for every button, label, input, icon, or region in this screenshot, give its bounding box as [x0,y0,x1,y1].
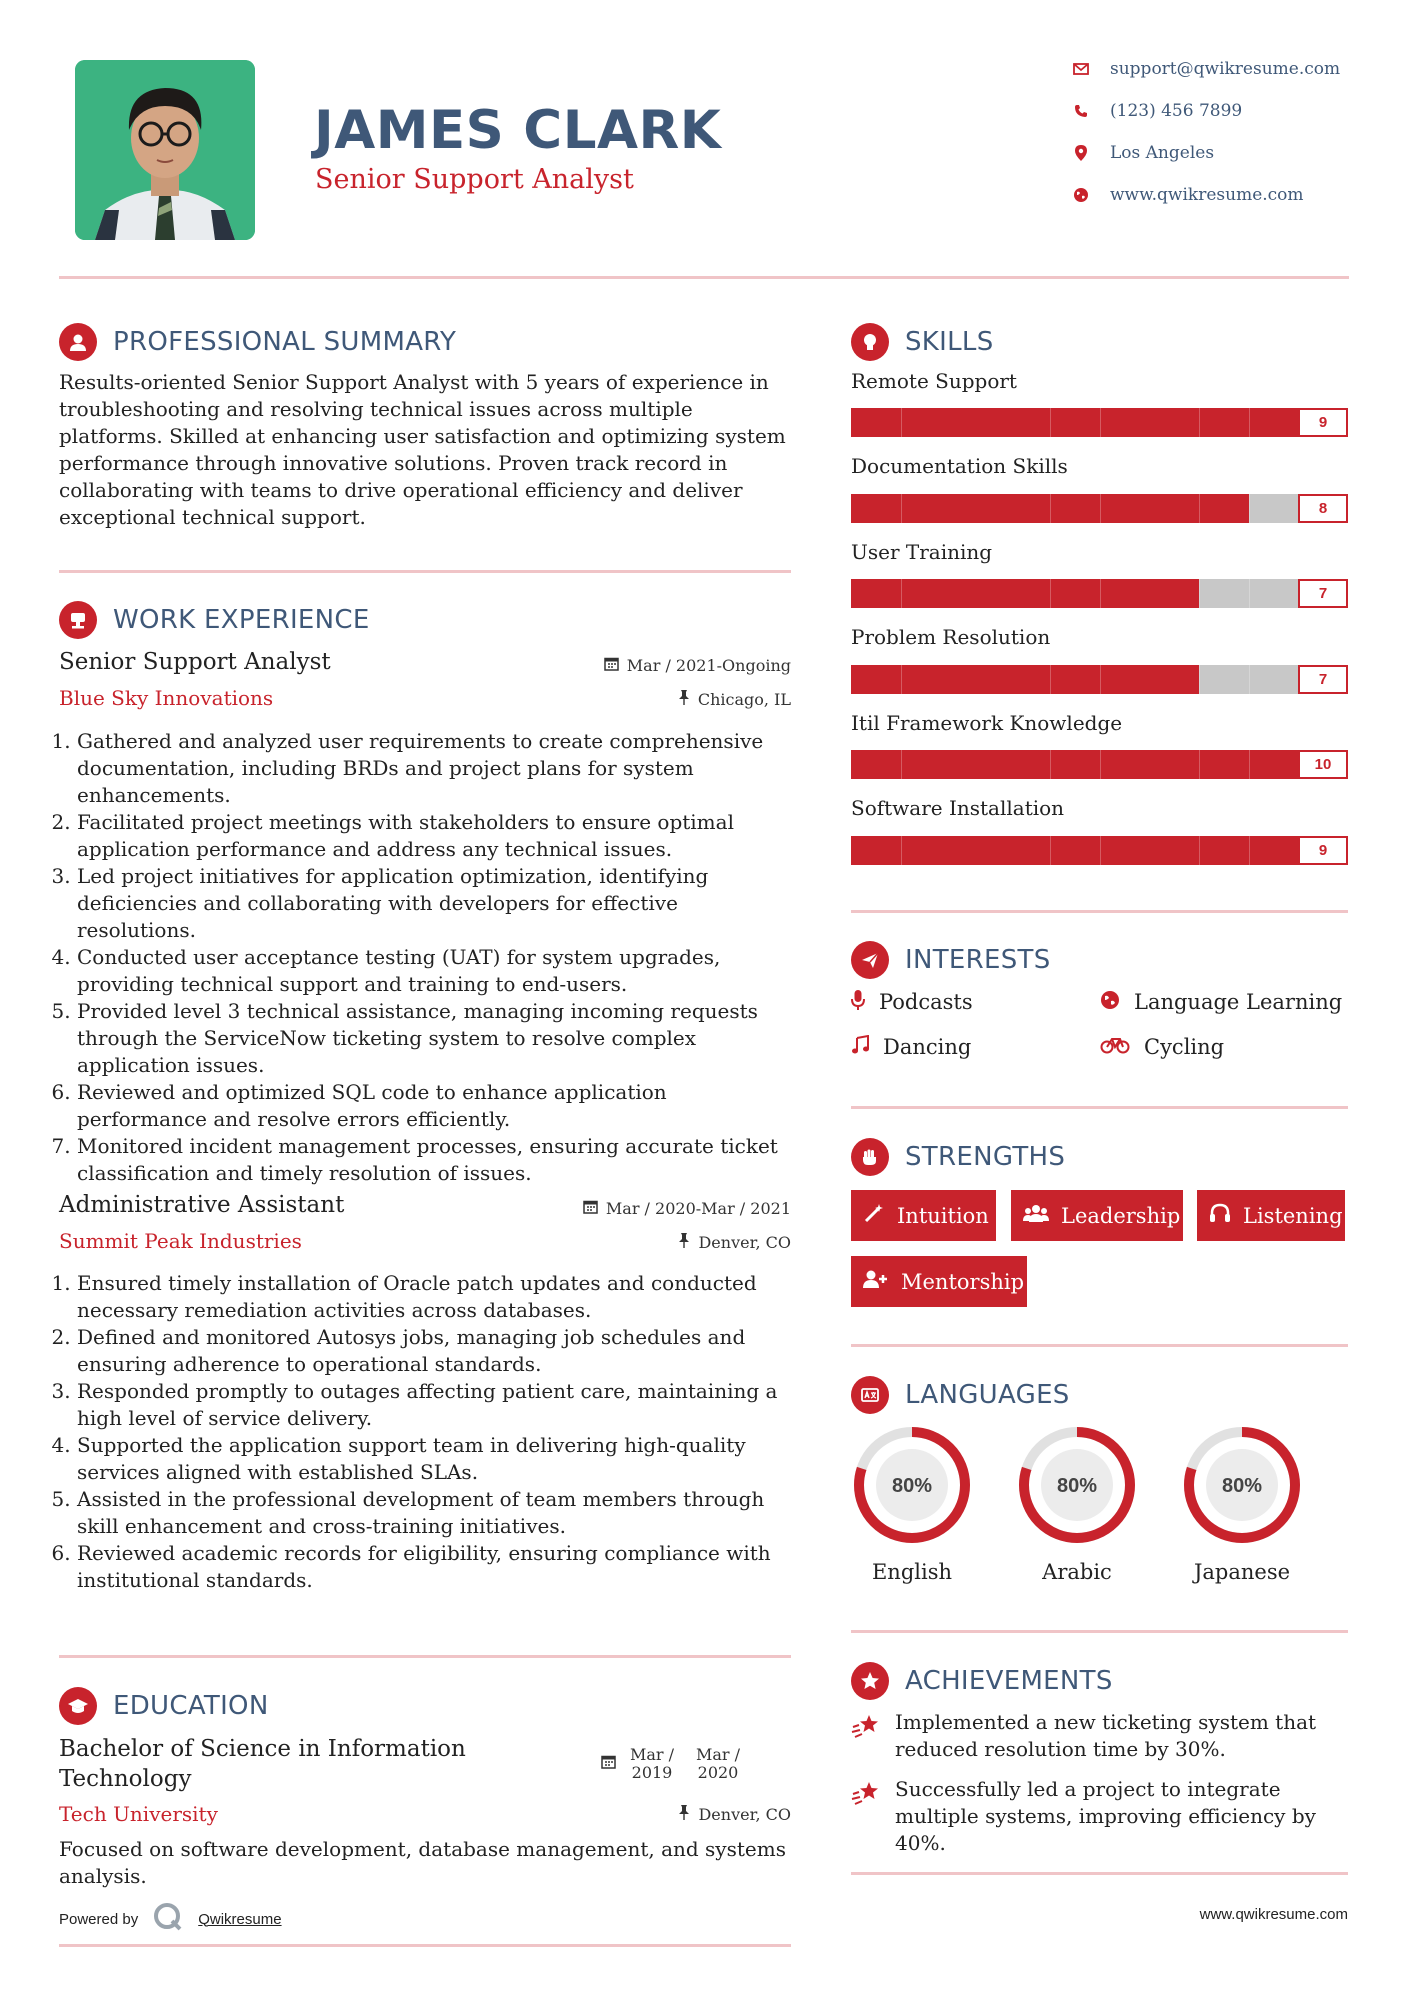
skill-segment [901,750,951,779]
globe-icon [1072,187,1090,203]
skill-level: 9 [1298,836,1348,865]
contact-location-text: Los Angeles [1110,143,1215,163]
contact-website-text: www.qwikresume.com [1110,185,1304,205]
map-marker-icon [1072,145,1090,161]
skill-bar [851,494,1348,523]
experience-heading: WORK EXPERIENCE [113,605,370,635]
skill-segment [1149,579,1199,608]
skill-segment [1149,836,1199,865]
skill-segment [1100,750,1150,779]
interest-item: Dancing [851,1032,971,1062]
language-name: Arabic [1042,1560,1112,1584]
skill-segment [1199,494,1249,523]
strength-tag: Mentorship [851,1256,1027,1307]
interest-item: Cycling [1100,1032,1224,1062]
fist-icon [851,1138,889,1176]
contact-email[interactable] [1072,55,1382,83]
list-item: 1. Gathered and analyzed user requirements to create comprehensive documentation, including BRDs and project plans for system enhancements. [77,728,795,809]
education-header [59,1686,269,1726]
users-icon [1023,1203,1049,1228]
footer-site[interactable]: www.qwikresume.com [1199,1906,1348,1923]
skill-segment [1149,494,1199,523]
languages-header [851,1375,1070,1415]
bicycle-icon [1100,1035,1130,1059]
skill-segment [1000,494,1050,523]
language-donut [1016,1424,1138,1546]
education-date-start: Mar / 2019 [629,1745,675,1782]
skill-segment [950,579,1000,608]
skill-segment [1100,494,1150,523]
skill-segment [1000,836,1050,865]
skill-bar [851,579,1348,608]
list-item: 5. Assisted in the professional development of team members through skill enhancement and cross-training initiatives. [77,1486,795,1540]
pin-icon [678,1233,690,1252]
skill-label: Remote Support [851,369,1017,393]
company-name: Summit Peak Industries [59,1229,302,1253]
skill-segment [851,408,901,437]
skill-label: Documentation Skills [851,454,1068,478]
language-item [1016,1424,1138,1584]
skill-segment [1249,750,1299,779]
skill-bar [851,750,1348,779]
education-date [601,1746,748,1782]
magic-wand-icon [863,1202,885,1229]
skill-segment [950,408,1000,437]
skill-segment [1149,408,1199,437]
skill-label: User Training [851,540,993,564]
microphone-icon [851,989,865,1016]
skill-label: Itil Framework Knowledge [851,711,1123,735]
paper-plane-icon [851,941,889,979]
strengths-heading: STRENGTHS [905,1142,1066,1172]
list-item: 5. Provided level 3 technical assistance, managing incoming requests through the ServiceNow ticketing system to resolve complex application issues. [77,998,795,1079]
language-donut [851,1424,973,1546]
achievements-header [851,1661,1113,1701]
job-title: Administrative Assistant [59,1192,345,1218]
list-item: 2. Defined and monitored Autosys jobs, managing job schedules and ensuring adherence to operational standards. [77,1324,795,1378]
skill-segment [1050,836,1100,865]
skill-segment [1000,750,1050,779]
summary-heading: PROFESSIONAL SUMMARY [113,327,457,357]
contact-phone[interactable] [1072,97,1382,125]
user-plus-icon [863,1269,889,1294]
skill-level: 10 [1298,750,1348,779]
education-location: Denver, CO [500,1805,791,1824]
skill-segment [1050,579,1100,608]
job-bullets [59,1270,795,1594]
skill-segment [1199,750,1249,779]
skill-label: Software Installation [851,796,1065,820]
education-date-end: Mar / 2020 [695,1745,741,1782]
experience-divider [59,1655,791,1658]
skill-segment [1249,408,1299,437]
lightbulb-icon [851,323,889,361]
footer-divider [59,1944,791,1947]
skill-segment [1100,579,1150,608]
briefcase-icon [59,601,97,639]
skill-segment [1199,579,1249,608]
skill-segment [1199,408,1249,437]
languages-heading: LANGUAGES [905,1380,1070,1410]
skill-level: 7 [1298,579,1348,608]
contact-website[interactable] [1072,181,1382,209]
skill-segment [1249,836,1299,865]
experience-header [59,600,370,640]
skill-segment [950,836,1000,865]
achievements-heading: ACHIEVEMENTS [905,1666,1113,1696]
list-item: 1. Ensured timely installation of Oracle patch updates and conducted necessary remediation activities across databases. [77,1270,795,1324]
strength-tag: Listening [1197,1190,1345,1241]
language-name: English [871,1560,953,1584]
skill-level: 9 [1298,408,1348,437]
job-date: Mar / 2021-Ongoing [500,656,791,675]
summary-text: Results-oriented Senior Support Analyst with 5 years of experience in troubleshooting and resolving technical issues across multiple platforms. Skilled at enhancing user satisfaction and optimizing system performance through innovative solutions. Proven track record in collaborating with teams to drive operational efficiency and deliver exceptional technical support. [59,370,786,529]
skill-segment [1100,408,1150,437]
calendar-icon [583,1199,598,1218]
calendar-icon [601,1754,616,1773]
skill-bar [851,836,1348,865]
strengths-divider [851,1344,1348,1347]
education-text: Focused on software development, database management, and systems analysis. [59,1837,786,1888]
skill-segment [1000,408,1050,437]
language-item [1181,1424,1303,1584]
skill-segment [1000,579,1050,608]
strengths-header [851,1137,1065,1177]
qwikresume-logo-icon [152,1901,184,1937]
skills-header [851,322,994,362]
contact-location [1072,139,1382,167]
list-item: 6. Reviewed academic records for eligibility, ensuring compliance with institutional standards. [77,1540,795,1594]
skill-segment [950,750,1000,779]
skill-level: 7 [1298,665,1348,694]
achievement-item: Successfully led a project to integrate multiple systems, improving efficiency by 40%. [851,1776,1348,1857]
interests-divider [851,1106,1348,1109]
degree-title: Bachelor of Science in Information Technology [59,1736,466,1792]
skill-segment [1149,665,1199,694]
list-item: 3. Responded promptly to outages affecting patient care, maintaining a high level of service delivery. [77,1378,795,1432]
skill-segment [1249,494,1299,523]
languages-divider [851,1630,1348,1633]
pin-icon [678,690,690,709]
skill-segment [1050,408,1100,437]
skill-segment [1249,665,1299,694]
skill-segment [901,665,951,694]
skill-segment [1050,665,1100,694]
trophy-star-icon [851,1713,881,1763]
list-item: 6. Reviewed and optimized SQL code to enhance application performance and resolve errors efficiently. [77,1079,795,1133]
calendar-icon [604,656,619,675]
job-location: Denver, CO [500,1233,791,1252]
music-icon [851,1035,869,1060]
interest-item: Podcasts [851,987,973,1017]
skill-segment [1050,750,1100,779]
headphones-icon [1209,1203,1231,1228]
skill-segment [901,408,951,437]
contact-phone-text: (123) 456 7899 [1110,101,1243,121]
skill-label: Problem Resolution [851,625,1051,649]
user-icon [59,323,97,361]
skills-heading: SKILLS [905,327,994,357]
skill-segment [1100,836,1150,865]
summary-divider [59,570,791,573]
language-percent: 80% [891,1475,933,1497]
summary-header [59,322,456,362]
skill-segment [901,579,951,608]
skill-bar [851,665,1348,694]
skill-segment [1199,836,1249,865]
language-item [851,1424,973,1584]
list-item: 4. Conducted user acceptance testing (UAT) for system upgrades, providing technical support and training to end-users. [77,944,795,998]
skill-segment [851,836,901,865]
language-percent: 80% [1221,1475,1263,1497]
header-divider [59,276,1349,279]
list-item: 3. Led project initiatives for application optimization, identifying deficiencies and collaborating with developers for effective resolutions. [77,863,795,944]
contact-email-text: support@qwikresume.com [1110,59,1341,79]
skill-segment [1100,665,1150,694]
achievement-item: Implemented a new ticketing system that reduced resolution time by 30%. [851,1709,1348,1763]
profile-photo [75,60,255,240]
envelope-icon [1072,63,1090,75]
achievements-divider [851,1872,1348,1875]
skill-bar [851,408,1348,437]
skill-segment [1199,665,1249,694]
skill-segment [851,494,901,523]
company-name: Blue Sky Innovations [59,686,274,710]
skill-segment [851,579,901,608]
job-location: Chicago, IL [500,690,791,709]
education-heading: EDUCATION [113,1691,269,1721]
phone-icon [1072,104,1090,118]
language-percent: 80% [1056,1475,1098,1497]
qwikresume-link[interactable]: Qwikresume [198,1910,282,1928]
candidate-name: JAMES CLARK [314,100,722,161]
list-item: 2. Facilitated project meetings with stakeholders to ensure optimal application performance and address any technical issues. [77,809,795,863]
job-title: Senior Support Analyst [59,649,331,675]
skill-segment [901,836,951,865]
globe-icon [1100,990,1120,1015]
list-item: 4. Supported the application support team in delivering high-quality services aligned with established SLAs. [77,1432,795,1486]
skills-divider [851,910,1348,913]
strength-tag: Leadership [1011,1190,1183,1241]
skill-segment [950,494,1000,523]
strength-tag: Intuition [851,1190,996,1241]
skill-level: 8 [1298,494,1348,523]
skill-segment [1149,750,1199,779]
candidate-title: Senior Support Analyst [315,164,634,195]
trophy-star-icon [851,1780,881,1857]
skill-segment [851,665,901,694]
powered-by-label: Powered by [59,1910,139,1928]
interests-heading: INTERESTS [905,945,1051,975]
language-icon [851,1376,889,1414]
skill-segment [950,665,1000,694]
language-donut [1181,1424,1303,1546]
skill-segment [851,750,901,779]
skill-segment [1050,494,1100,523]
interest-item: Language Learning [1100,987,1342,1017]
pin-icon [678,1805,690,1824]
school-name: Tech University [59,1802,218,1826]
skill-segment [1000,665,1050,694]
list-item: 7. Monitored incident management processes, ensuring accurate ticket classification and timely resolution of issues. [77,1133,795,1187]
skill-segment [901,494,951,523]
powered-by [59,1901,282,1937]
skill-segment [1249,579,1299,608]
job-bullets [59,728,795,1187]
language-name: Japanese [1193,1560,1291,1584]
interests-header [851,940,1051,980]
job-date: Mar / 2020-Mar / 2021 [500,1199,791,1218]
graduation-cap-icon [59,1687,97,1725]
star-badge-icon [851,1662,889,1700]
